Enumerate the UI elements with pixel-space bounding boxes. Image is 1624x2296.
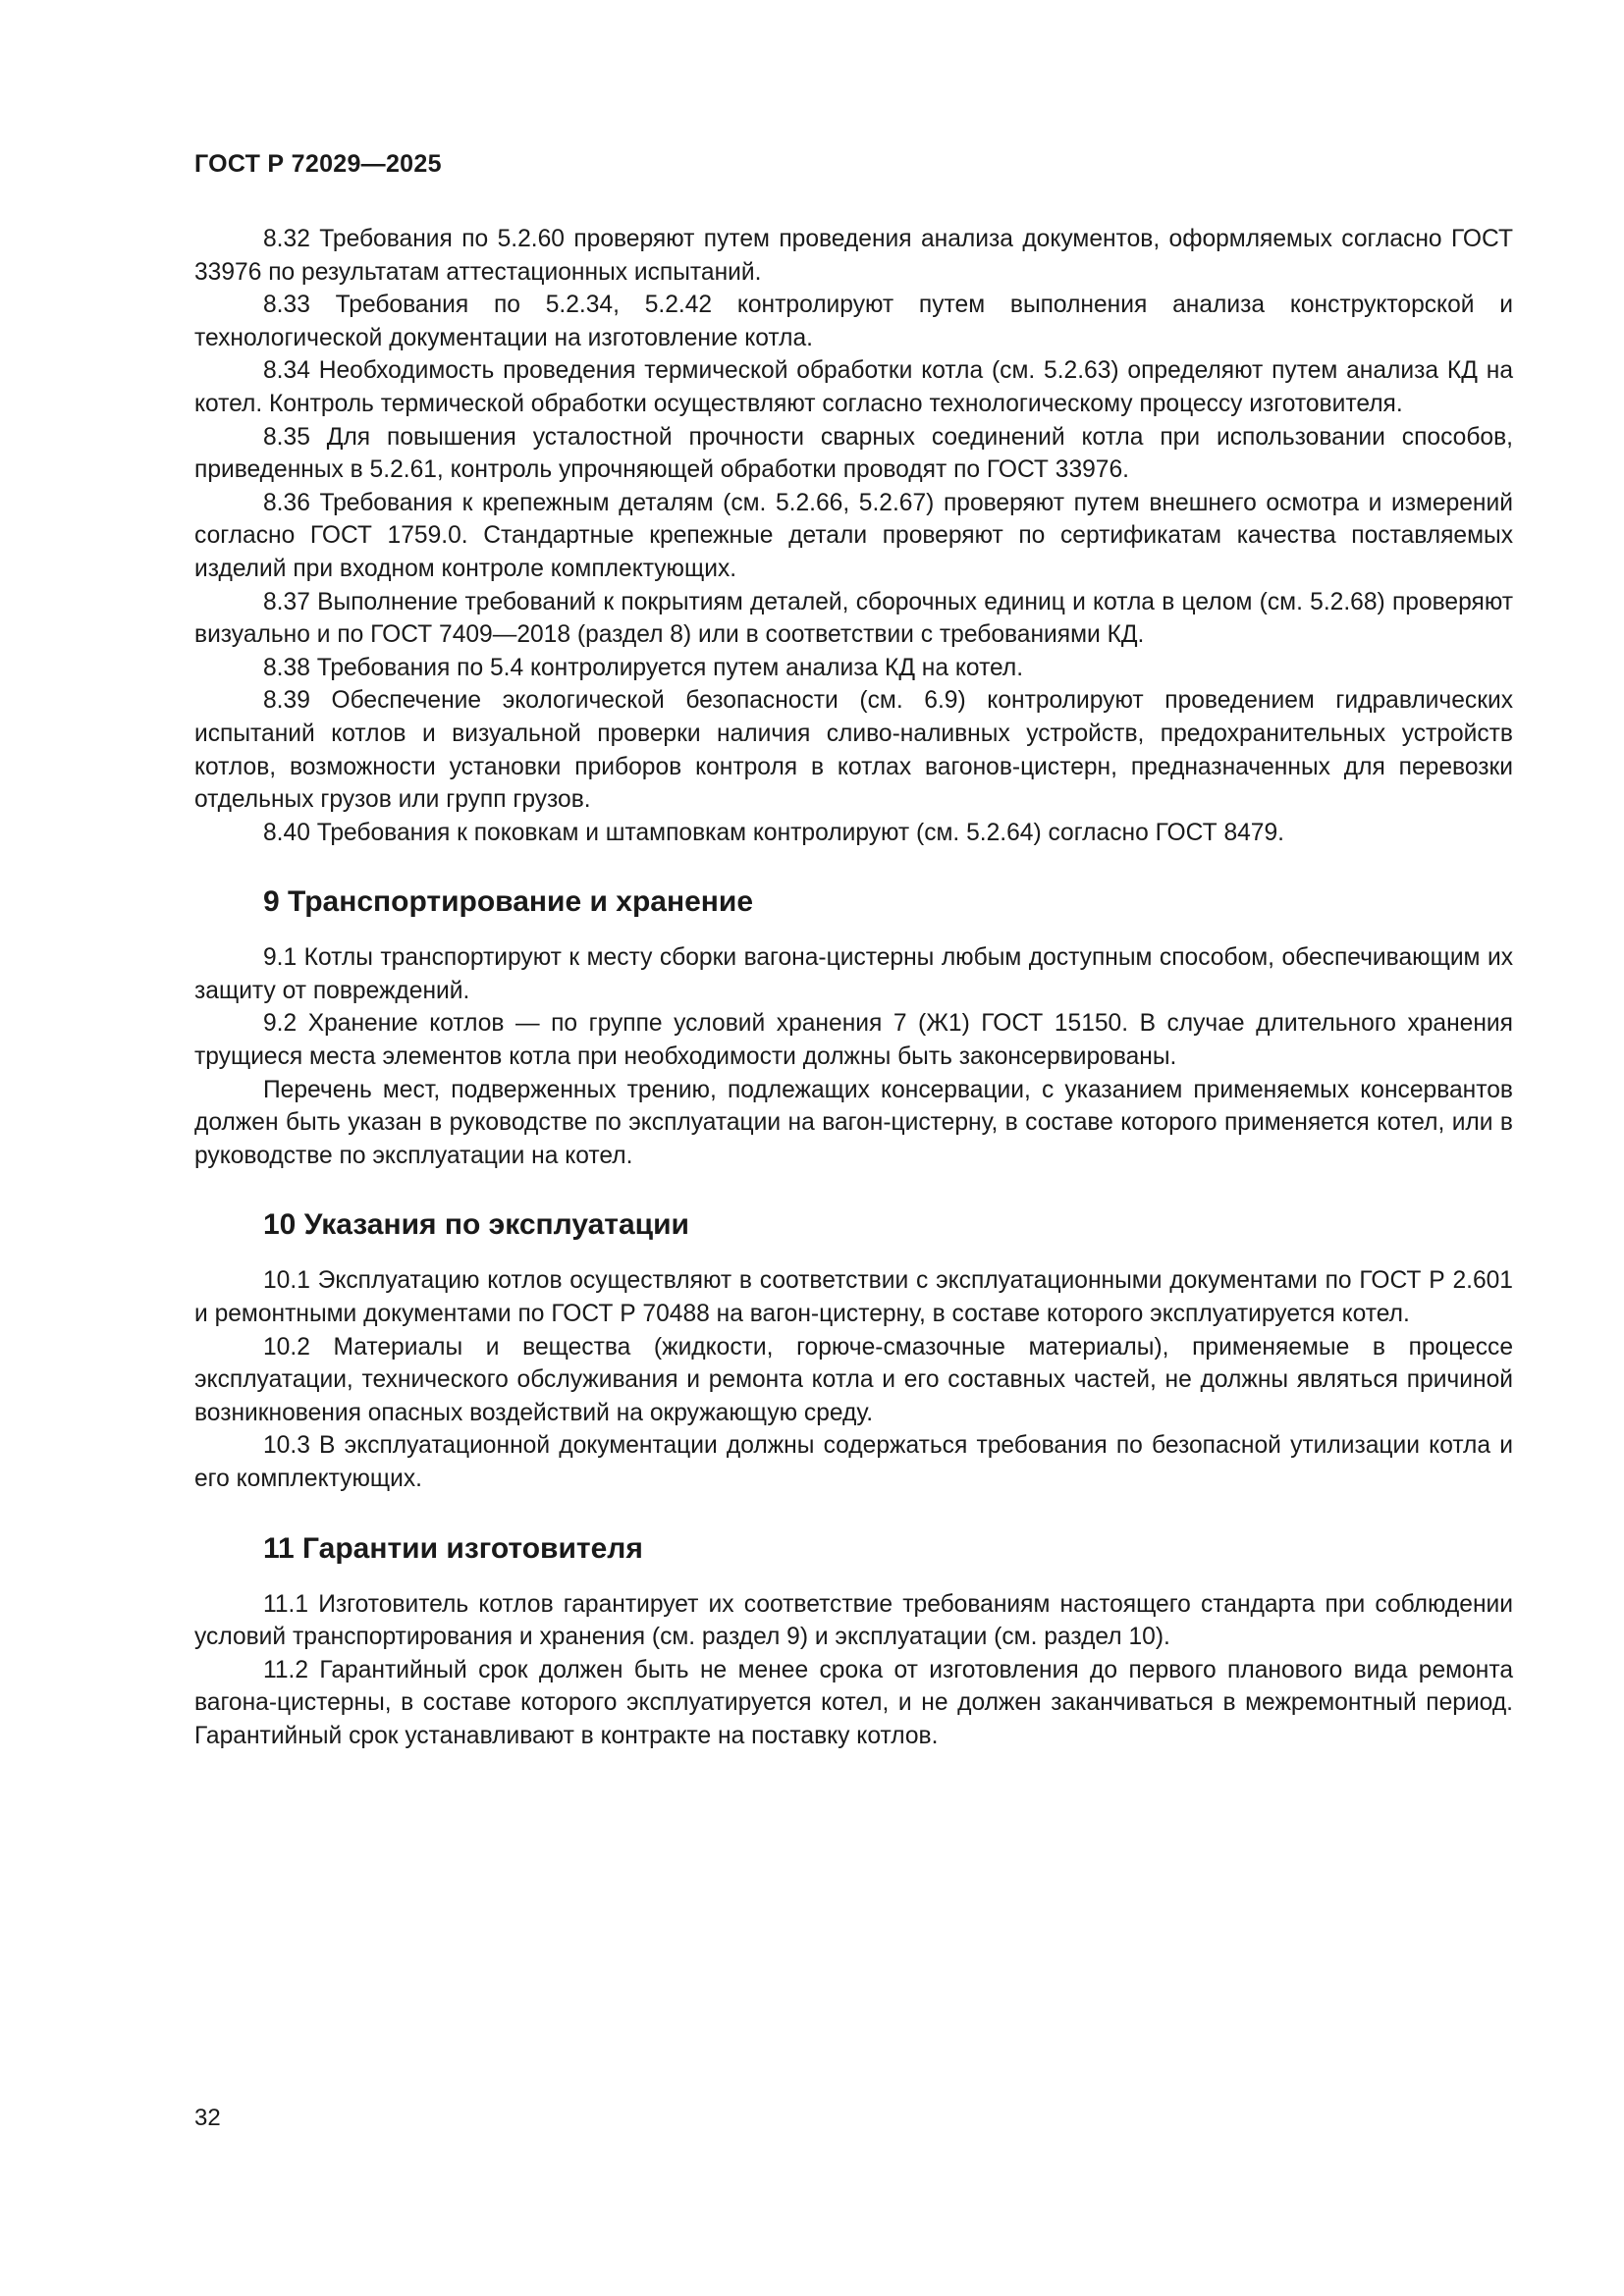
paragraph-11-2: 11.2 Гарантийный срок должен быть не менее срока от изготовления до первого планового вида ремонта вагона-цистерны, в составе которого эксплуатируется котел, и не должен заканчиваться в межремонтный период. Гарантийный срок устанавливают в контракте на поставку котлов. [194,1656,1513,1749]
section-11-heading: 11 Гарантии изготовителя [263,1531,643,1565]
paragraph-8-37: 8.37 Выполнение требований к покрытиям деталей, сборочных единиц и котла в целом (см. 5.2.68) проверяют визуально и по ГОСТ 7409—2018 (раздел 8) или в соответствии с требованиями КД. [194,588,1513,649]
paragraph-11-1: 11.1 Изготовитель котлов гарантирует их соответствие требованиям настоящего стандарта при соблюдении условий транспортирования и хранения (см. раздел 9) и эксплуатации (см. раздел 10). [194,1590,1513,1651]
paragraph-8-33: 8.33 Требования по 5.2.34, 5.2.42 контролируют путем выполнения анализа конструкторской и технологической документации на изготовление котла. [194,292,1513,351]
paragraph-8-32: 8.32 Требования по 5.2.60 проверяют путем проведения анализа документов, оформляемых согласно ГОСТ 33976 по результатам аттестационных испытаний. [194,226,1513,286]
section-11 [194,1531,1513,1753]
page-body [194,223,1513,1753]
paragraph-8-39: 8.39 Обеспечение экологической безопасности (см. 6.9) контролируют проведением гидравлических испытаний котлов и визуальной проверки наличия сливо-наливных устройств, предохранительных устройств котлов, возможности установки приборов контроля в котлах вагонов-цистерн, предназначенных для перевозки отдельных грузов или групп грузов. [194,687,1513,814]
paragraph-8-38: 8.38 Требования по 5.4 контролируется путем анализа КД на котел. [263,654,1024,681]
paragraph-10-2: 10.2 Материалы и вещества (жидкости, горюче-смазочные материалы), применяемые в процессе эксплуатации, технического обслуживания и ремонта котла и его составных частей, не должны являться причиной возникновения опасных воздействий на окружающую среду. [194,1333,1513,1426]
section-8-continued [194,223,1513,849]
paragraph-9-2: 9.2 Хранение котлов — по группе условий хранения 7 (Ж1) ГОСТ 15150. В случае длительного хранения трущиеся места элементов котла при необходимости должны быть законсервированы. [194,1010,1513,1071]
paragraph-10-3: 10.3 В эксплуатационной документации должны содержаться требования по безопасной утилизации котла и его комплектующих. [194,1432,1513,1492]
section-9-heading: 9 Транспортирование и хранение [263,885,754,919]
page-number: 32 [194,2105,221,2131]
paragraph-8-35: 8.35 Для повышения усталостной прочности сварных соединений котла при использовании способов, приведенных в 5.2.61, контроль упрочняющей обработки проводят по ГОСТ 33976. [194,423,1513,484]
paragraph-8-40: 8.40 Требования к поковкам и штамповкам контролируют (см. 5.2.64) согласно ГОСТ 8479. [263,819,1284,846]
section-10-heading: 10 Указания по эксплуатации [263,1208,690,1242]
paragraph-8-36: 8.36 Требования к крепежным деталям (см. 5.2.66, 5.2.67) проверяют путем внешнего осмотра и измерений согласно ГОСТ 1759.0. Стандартные крепежные детали проверяют по сертификатам качества поставляемых изделий при входном контроле комплектующих. [194,489,1513,582]
paragraph-10-1: 10.1 Эксплуатацию котлов осуществляют в соответствии с эксплуатационными документами по ГОСТ Р 2.601 и ремонтными документами по ГОСТ Р 70488 на вагон-цистерну, в составе которого эксплуатируется котел. [194,1267,1513,1328]
paragraph-8-34: 8.34 Необходимость проведения термической обработки котла (см. 5.2.63) определяют путем анализа КД на котел. Контроль термической обработки осуществляют согласно технологическому процессу изготовителя. [194,357,1513,417]
paragraph-9-1: 9.1 Котлы транспортируют к месту сборки вагона-цистерны любым доступным способом, обеспечивающим их защиту от повреждений. [194,944,1513,1004]
paragraph-9-2-list: Перечень мест, подверженных трению, подлежащих консервации, с указанием применяемых консервантов должен быть указан в руководстве по эксплуатации на вагон-цистерну, в составе которого применяется котел, или в руководстве по эксплуатации на котел. [194,1076,1513,1169]
section-9 [194,884,1513,1172]
section-10 [194,1207,1513,1495]
document-header: ГОСТ Р 72029—2025 [194,150,442,178]
